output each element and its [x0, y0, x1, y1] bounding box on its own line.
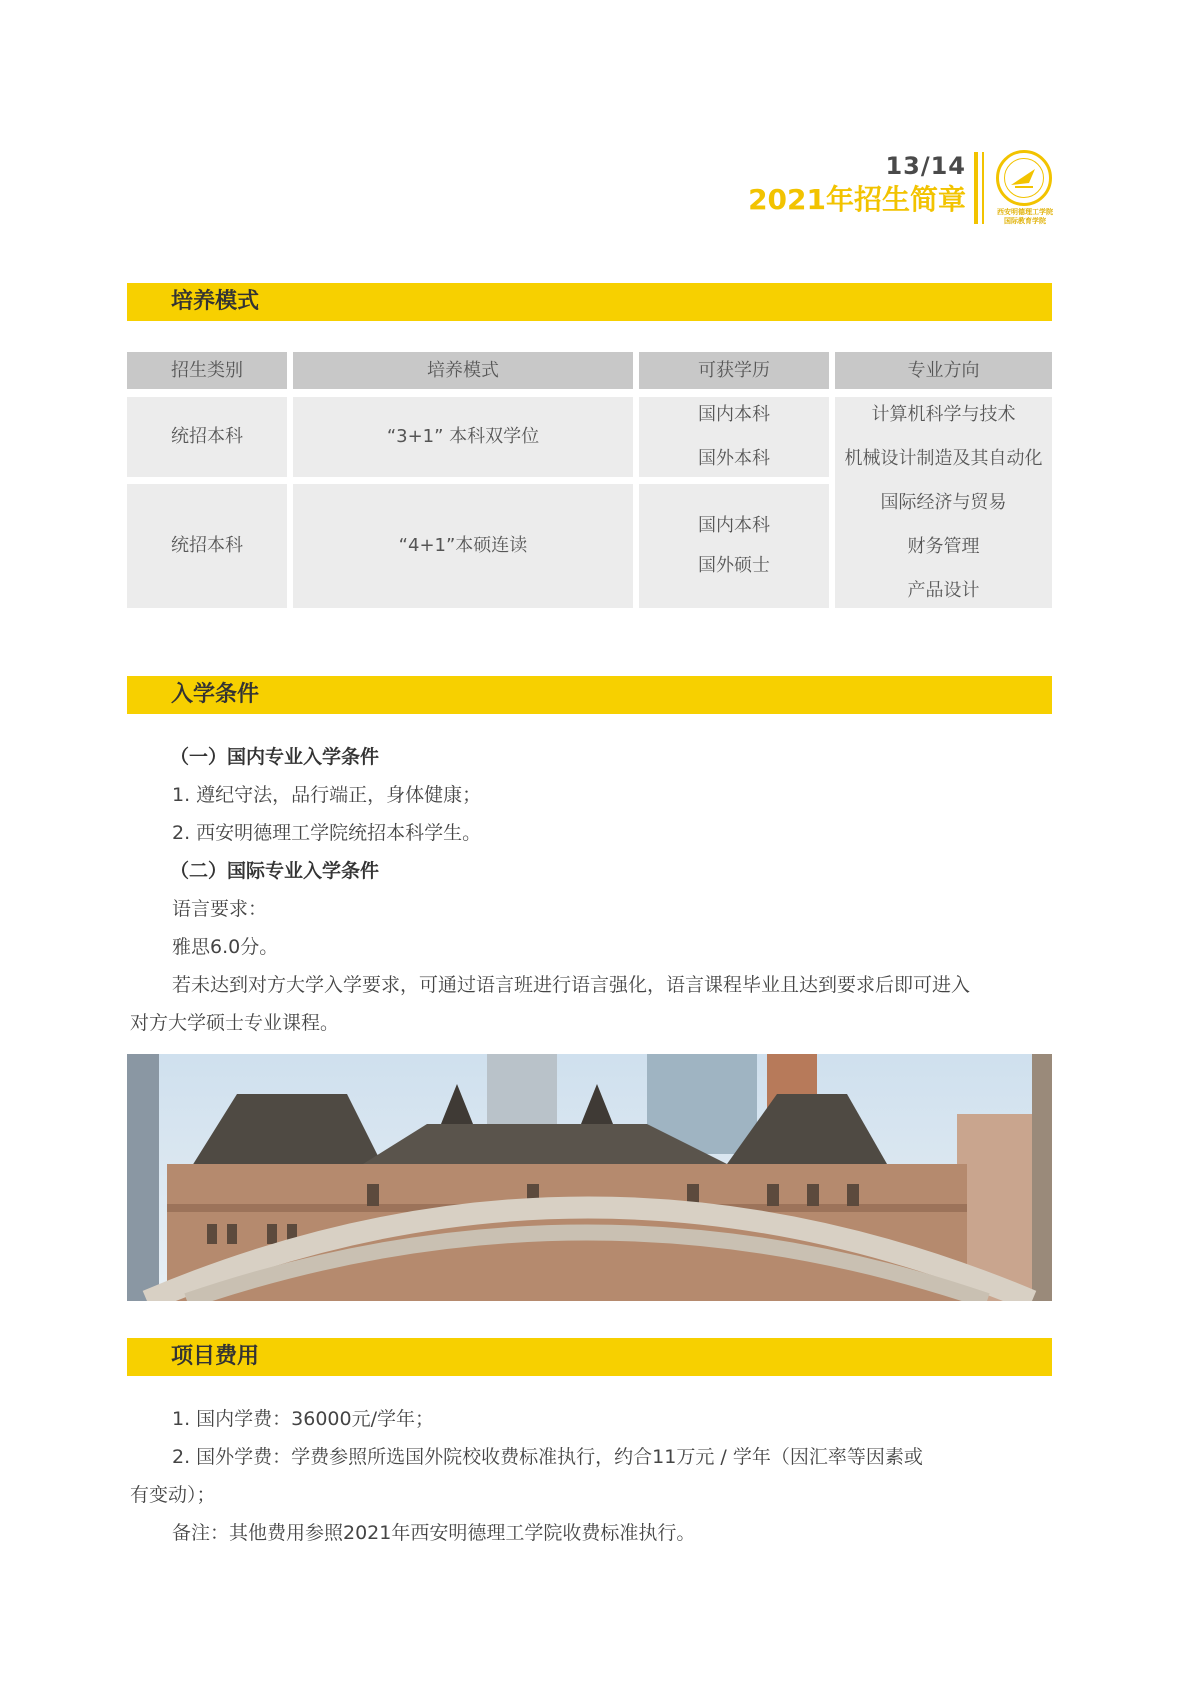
page-header — [748, 152, 966, 218]
fee-item-international-continued: 有变动）； — [130, 1484, 216, 1506]
domestic-heading: （一）国内专业入学条件 — [170, 746, 380, 768]
table-cell-majors — [835, 397, 1052, 608]
logo-emblem-icon — [1005, 159, 1043, 197]
note-text-continued: 对方大学硕士专业课程。 — [130, 1012, 340, 1034]
section-bar-training-mode — [127, 283, 1052, 321]
mode-text: “4+1”本硕连读 — [398, 535, 528, 556]
table-header-cell — [293, 352, 633, 389]
table-header-cell — [639, 352, 829, 389]
ielts-requirement: 雅思6.0分。 — [172, 936, 279, 958]
major-item: 国际经济与贸易 — [880, 491, 1007, 513]
category-text: 统招本科 — [171, 426, 243, 447]
mode-text: “3+1” 本科双学位 — [386, 426, 540, 447]
domestic-item: 2. 西安明德理工学院统招本科学生。 — [172, 822, 482, 844]
table-cell-degree — [639, 484, 829, 608]
major-item: 机械设计制造及其自动化 — [844, 447, 1043, 469]
school-logo — [990, 150, 1060, 226]
header-major: 专业方向 — [907, 359, 980, 381]
degree-text: 国外本科 — [698, 448, 770, 469]
section-bar-fees — [127, 1338, 1052, 1376]
table-cell-mode — [293, 397, 633, 477]
header-mode: 培养模式 — [427, 359, 499, 381]
language-label: 语言要求： — [172, 898, 268, 920]
campus-architecture-photo — [127, 1054, 1052, 1301]
logo-text-line1: 西安明德理工学院 — [997, 208, 1053, 216]
section-title: 项目费用 — [171, 1344, 260, 1369]
brochure-title: 2021年招生简章 — [748, 183, 966, 216]
section-bar-admission — [127, 676, 1052, 714]
category-text: 统招本科 — [171, 535, 243, 556]
degree-text: 国内本科 — [698, 515, 770, 536]
table-cell-degree — [639, 397, 829, 477]
degree-text: 国内本科 — [698, 404, 770, 425]
table-header-cell — [127, 352, 287, 389]
logo-seal-inner — [1004, 158, 1044, 198]
header-category: 招生类别 — [171, 359, 243, 381]
logo-text — [990, 208, 1060, 226]
page-number: 13/14 — [885, 152, 966, 180]
intl-heading: （二）国际专业入学条件 — [170, 860, 380, 882]
header-divider — [974, 152, 978, 224]
section-title: 入学条件 — [171, 682, 260, 707]
major-item: 产品设计 — [907, 579, 980, 601]
logo-text-line2: 国际教育学院 — [1004, 217, 1046, 225]
major-item: 财务管理 — [907, 535, 980, 557]
fee-item-international: 2. 国外学费：学费参照所选国外院校收费标准执行，约合11万元 / 学年（因汇率等因素或 — [172, 1446, 923, 1468]
fee-remark: 备注：其他费用参照2021年西安明德理工学院收费标准执行。 — [172, 1522, 696, 1544]
header-divider-thin — [982, 152, 984, 224]
note-text: 若未达到对方大学入学要求，可通过语言班进行语言强化，语言课程毕业且达到要求后即可进入 — [172, 974, 971, 996]
table-cell-category — [127, 484, 287, 608]
building-illustration — [127, 1054, 1052, 1301]
domestic-item: 1. 遵纪守法，品行端正，身体健康； — [172, 784, 482, 806]
fee-item-domestic: 1. 国内学费：36000元/学年； — [172, 1408, 435, 1430]
header-degree: 可获学历 — [698, 359, 770, 381]
section-title: 培养模式 — [171, 289, 260, 314]
table-cell-mode — [293, 484, 633, 608]
table-header-cell — [835, 352, 1052, 389]
major-item: 计算机科学与技术 — [871, 403, 1016, 425]
table-cell-category — [127, 397, 287, 477]
degree-text: 国外硕士 — [698, 555, 770, 576]
